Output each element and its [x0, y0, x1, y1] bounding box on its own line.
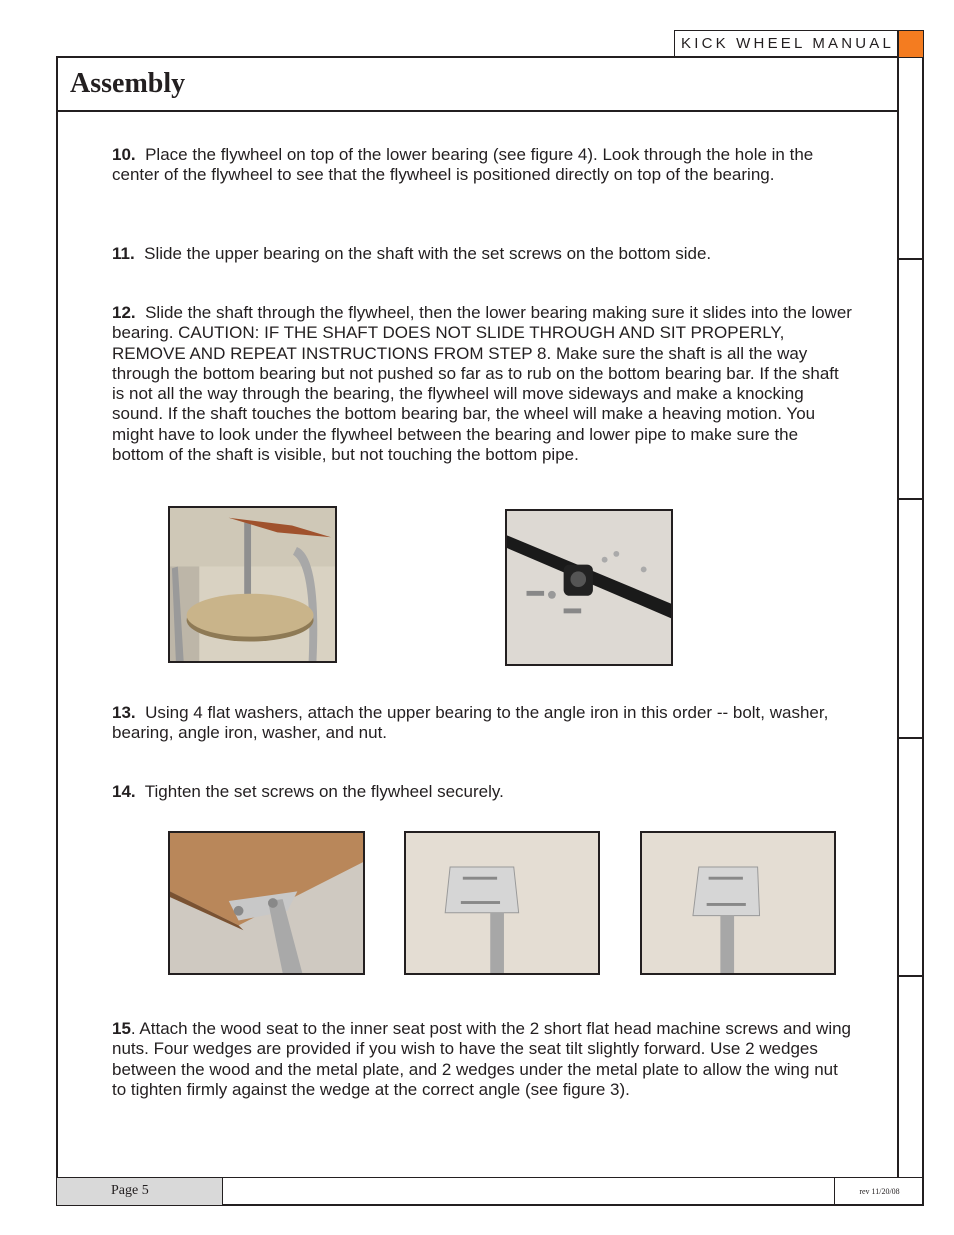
seat-underside-photo	[168, 831, 365, 975]
step-number: 14.	[112, 782, 136, 801]
page-number: Page 5	[57, 1178, 223, 1205]
seat-plate-photo	[404, 831, 600, 975]
seat-plate-photo	[640, 831, 836, 975]
step-number: 13.	[112, 703, 136, 722]
step-12	[112, 303, 852, 465]
step-number: 11.	[112, 244, 135, 263]
step-text: Slide the upper bearing on the shaft with the set screws on the bottom side.	[144, 244, 712, 263]
step-number: 12.	[112, 303, 136, 322]
margin-tick	[898, 498, 924, 500]
step-text: Slide the shaft through the flywheel, then the lower bearing making sure it slides into the lower bearing. CAUTION: IF THE SHAFT DOES NOT SLIDE THROUGH AND SIT PROPERLY, REMOVE AND REPEAT INSTRUCTIONS FROM STEP 8. Make sure the shaft is all the way through the bottom bearing but not pushed so far as to rub on the bottom bearing bar. If the shaft is not all the way through the bearing, the flywheel will move sideways and make a knocking sound. If the shaft touches the bottom bearing bar, the wheel will make a heaving motion. You might have to look under the flywheel between the bearing and lower pipe to make sure the bottom of the shaft is visible, but not touching the bottom pipe.	[112, 303, 852, 465]
manual-title: KICK WHEEL MANUAL	[674, 30, 898, 57]
step-text: Tighten the set screws on the flywheel securely.	[144, 782, 504, 801]
flywheel-photo	[168, 506, 337, 663]
step-number: 10.	[112, 145, 136, 164]
step-13	[112, 703, 852, 744]
margin-tick	[898, 737, 924, 739]
step-text: Place the flywheel on top of the lower bearing (see figure 4). Look through the hole in the center of the flywheel to see that the flywheel is positioned directly on top of the bearing.	[112, 145, 814, 185]
footer	[57, 1177, 923, 1205]
margin-tick	[898, 975, 924, 977]
step-15	[112, 1019, 852, 1100]
section-title: Assembly	[70, 68, 186, 99]
step-14	[112, 782, 852, 802]
title-divider	[57, 110, 898, 112]
bearing-bar-photo	[505, 509, 673, 666]
step-10	[112, 145, 852, 186]
accent-block	[898, 30, 924, 57]
step-11	[112, 244, 852, 264]
step-text: Using 4 flat washers, attach the upper bearing to the angle iron in this order -- bolt, washer, bearing, angle iron, washer, and nut.	[112, 703, 829, 743]
right-margin-rule	[897, 57, 899, 1177]
step-number: 15	[112, 1019, 131, 1038]
step-text: . Attach the wood seat to the inner seat post with the 2 short flat head machine screws and wing nuts. Four wedges are provided if you wish to have the seat tilt slightly forward. Use 2 wedges between the wood and the metal plate, and 2 wedges under the metal plate to allow the wing nut to tighten firmly against the wedge at the correct angle (see figure 3).	[112, 1019, 852, 1099]
revision-date: rev 11/20/08	[834, 1178, 924, 1205]
margin-tick	[898, 258, 924, 260]
